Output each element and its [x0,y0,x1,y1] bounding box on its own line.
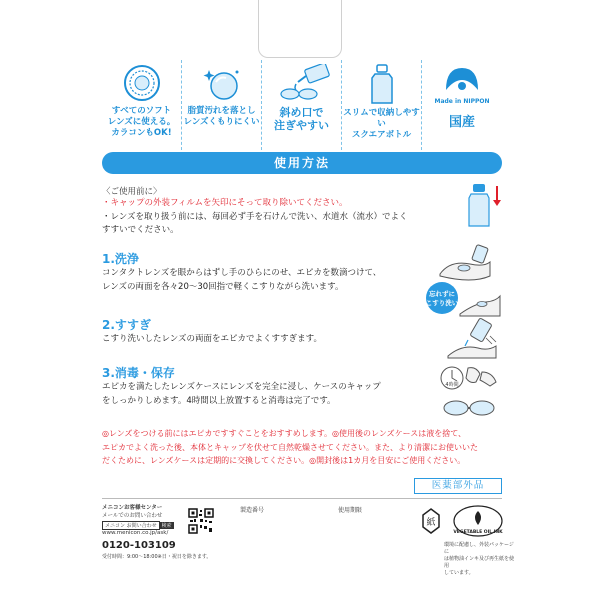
feature-slim-bottle [342,60,422,150]
customer-center-title: メニコンお客様センター [102,505,163,511]
feature-strip [102,60,502,150]
hang-tab-outline [258,0,342,58]
feature-lipid-removal [182,60,262,150]
vegetable-oil-ink-logo [452,503,504,539]
step-3-line-2: をしっかりしめます。4時間以上放置すると消毒は完了です。 [102,396,336,406]
expiry-date-label: 使用期限 [338,507,363,514]
usage-notice [102,427,502,468]
paper-mark-text: 紙 [426,518,436,528]
step-2-title: 2.すすぎ [102,318,152,332]
before-use-rinse: すすいでください。 [102,225,179,235]
feature-made-in-japan [422,60,502,150]
spout-bottle-icon [272,64,332,102]
footer-divider [102,498,502,499]
usage-section-header: 使用方法 [102,152,502,174]
step-1-line-2: レンズの両面を各々20〜30回指で軽くこすりながら洗います。 [102,282,344,292]
disinfect-case-illustration [438,364,502,418]
before-use-title: 〈ご使用前に〉 [102,187,162,197]
step-1-title: 1.洗浄 [102,252,139,266]
before-use-film-instruction: ・キャップの外装フィルムを矢印にそって取り除いてください。 [102,198,348,208]
vegetable-ink-text: VEGETABLE OIL INK [453,530,503,535]
step-3-title: 3.消毒・保存 [102,366,175,380]
ink-note-line-1: 環境に配慮し、外装パッケージに [444,542,514,555]
cap-film-illustration [468,182,504,228]
step-1-line-1: コンタクトレンズを眼からはずし手のひらにのせ、エピカを数滴つけて、 [102,268,382,278]
rinse-illustration [446,318,502,360]
feature-angled-spout [262,60,342,150]
notice-line-2: エピカでよく洗った後、本体とキャップを伏せて自然乾燥させてください。また、より清潔にお使いいた [102,442,478,452]
qr-code-icon [188,508,214,534]
ink-note-line-3: しています。 [444,570,474,576]
mail-inquiry-label: メールでのお問い合わせ [102,513,163,519]
inquiry-url: www.menicon.co.jp/ask/ [102,530,169,536]
notice-line-3: だくために、レンズケースは定期的に交換してください。◎開封後は1カ月を目安にご使用ください。 [102,456,466,465]
customer-center-block [102,503,174,536]
feature-text-all-lenses: すべてのソフト レンズに使える。 カラコンもOK! [107,106,176,138]
sparkling-lens-icon [202,64,242,102]
inquiry-search-button: 検索 [161,523,172,529]
timer-label: 4時間 [445,382,459,388]
manufacturing-number-label: 製造番号 [240,507,265,514]
domestic-label: 国産 [448,115,475,130]
quasi-drug-badge: 医薬部外品 [414,478,502,494]
ink-note-line-2: は植物油インキ及び再生紙を使用 [444,556,515,569]
reminder-line-1: 忘れずに [429,290,455,298]
step-3-line-1: エピカを満たしたレンズケースにレンズを完全に浸し、ケースのキャップ [102,382,381,392]
notice-line-1: ◎レンズをつける前にはエピカですすぐことをおすすめします。◎使用後のレンズケースは液を捨て、 [102,429,467,438]
before-use-wash-hands: ・レンズを取り扱う前には、毎回必ず手を石けんで洗い、水道水（流水）でよく [102,212,408,222]
customer-center-phone: 0120-103109 [102,540,176,551]
made-in-nippon-label: Made in NIPPON [434,98,490,105]
palm-wash-illustration [438,244,502,284]
inquiry-search-box: メニコン お問い合わせ [102,521,160,530]
customer-center-hours: 受付時間：9:00〜18:00※日・祝日を除きます。 [102,554,212,560]
ink-note [444,542,514,577]
square-bottle-icon [367,64,397,104]
feature-text-lipid: 脂質汚れを落とし レンズくもりにくい [183,106,260,127]
lens-ring-icon [123,64,161,102]
paper-recycle-mark-icon [420,508,442,534]
finger-rub-illustration [458,284,502,318]
reminder-line-2: こすり洗い [425,299,459,307]
reminder-bubble [424,280,460,316]
feature-all-lenses [102,60,182,150]
step-2-line-1: こすり洗いしたレンズの両面をエピカでよくすすぎます。 [102,334,322,344]
feature-text-slim: スリムで収納しやすい スクエアボトル [343,108,420,140]
japan-fan-icon [442,64,482,94]
feature-text-spout: 斜め口で 注ぎやすい [274,106,329,132]
